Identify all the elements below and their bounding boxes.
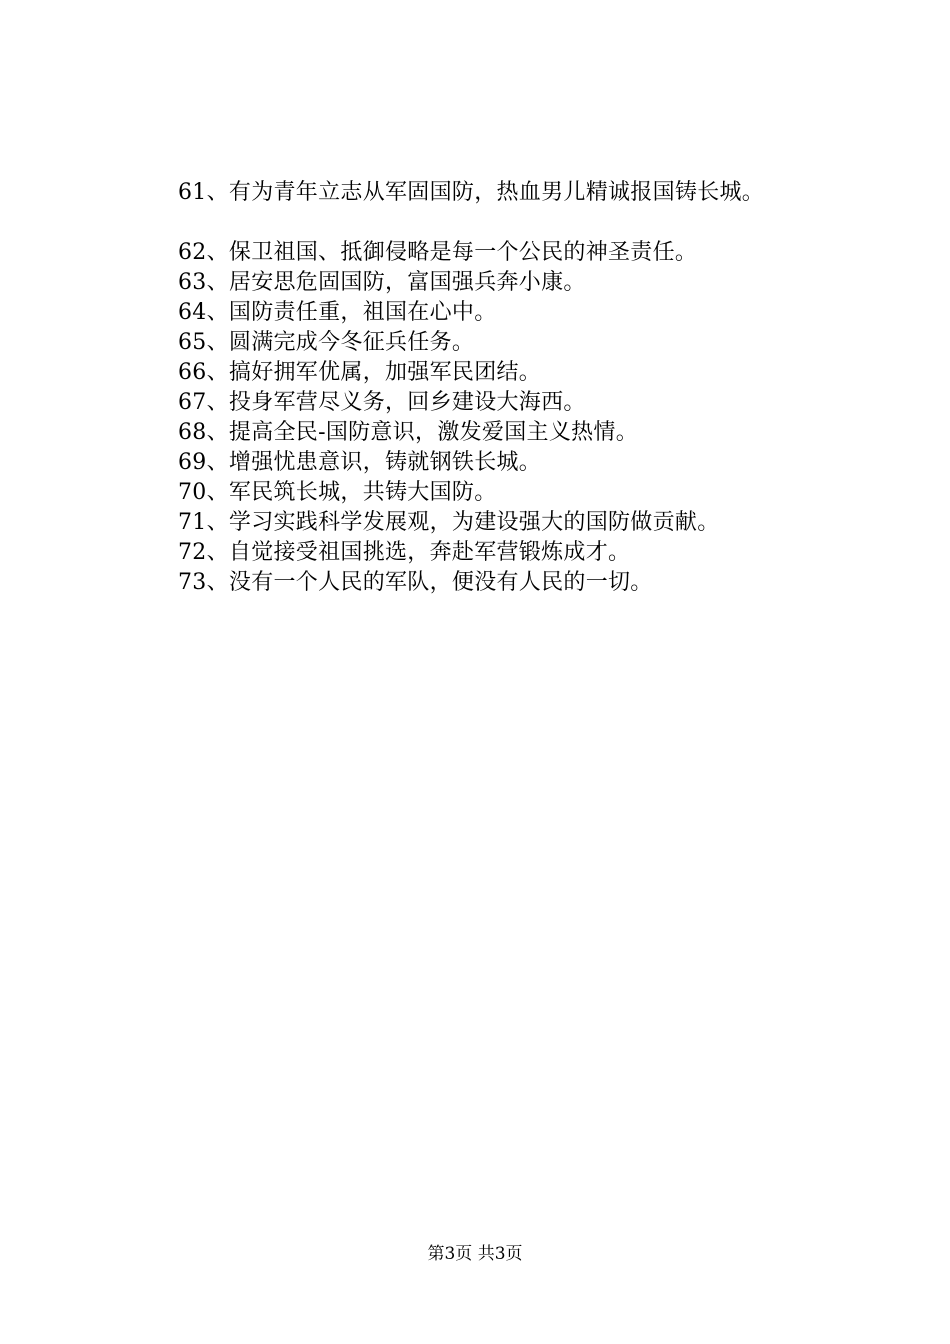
list-item: 72、自觉接受祖国挑选，奔赴军营锻炼成才。	[178, 540, 631, 565]
list-item: 69、增强忧患意识，铸就钢铁长城。	[178, 450, 542, 475]
list-item: 61、有为青年立志从军固国防，热血男儿精诚报国铸长城。	[178, 180, 765, 205]
list-item: 70、军民筑长城，共铸大国防。	[178, 480, 497, 505]
list-item: 64、国防责任重，祖国在心中。	[178, 300, 497, 325]
list-item: 67、投身军营尽义务，回乡建设大海西。	[178, 390, 586, 415]
list-item: 62、保卫祖国、抵御侵略是每一个公民的神圣责任。	[178, 240, 698, 265]
list-item: 66、搞好拥军优属，加强军民团结。	[178, 360, 542, 385]
slogan-list	[178, 238, 720, 598]
list-item: 73、没有一个人民的军队，便没有人民的一切。	[178, 570, 653, 595]
list-item: 71、学习实践科学发展观，为建设强大的国防做贡献。	[178, 510, 720, 535]
list-item: 68、提高全民-国防意识，激发爱国主义热情。	[178, 420, 639, 445]
page-footer: 第3页 共3页	[427, 1244, 523, 1264]
list-item: 63、居安思危固国防，富国强兵奔小康。	[178, 270, 586, 295]
list-item: 65、圆满完成今冬征兵任务。	[178, 330, 475, 355]
